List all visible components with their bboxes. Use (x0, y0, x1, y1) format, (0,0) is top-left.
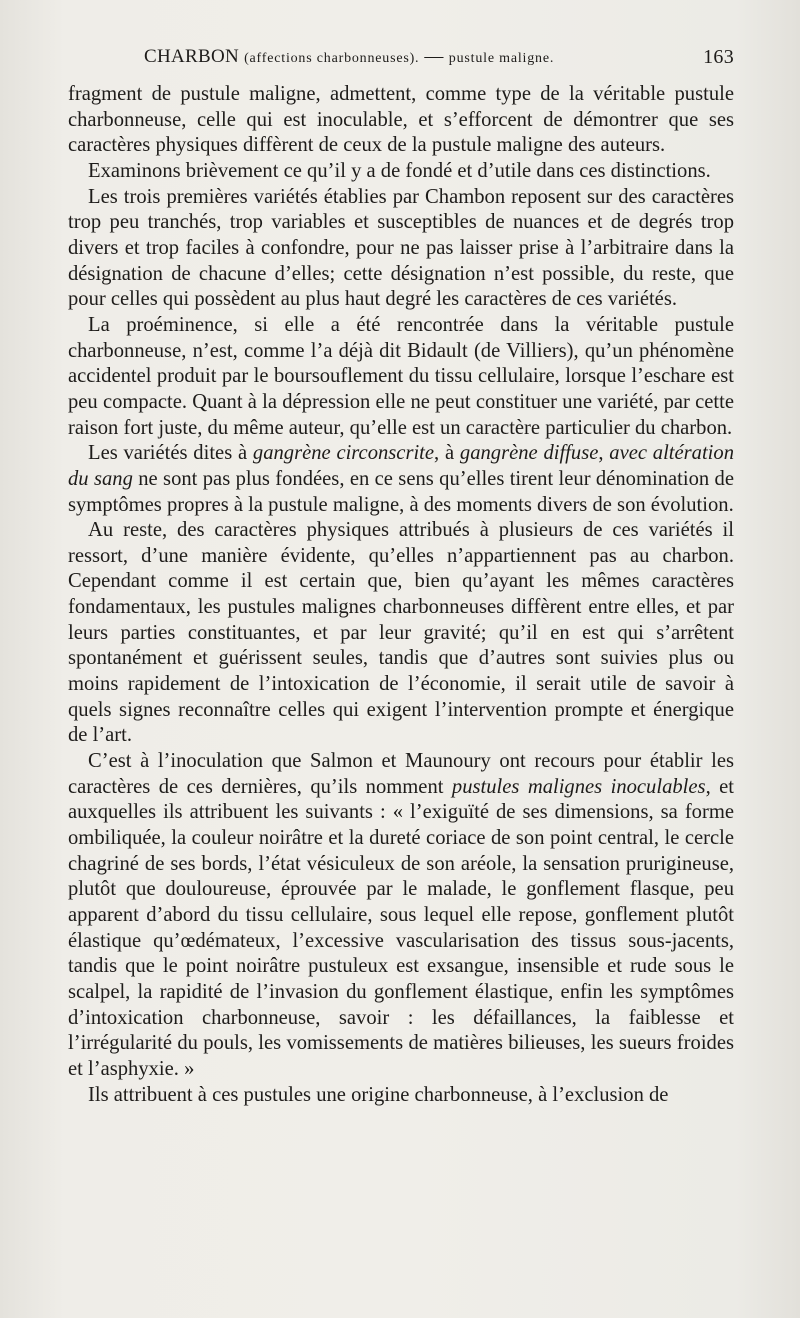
text-segment: Examinons brièvement ce qu’il y a de fondé et d’utile dans ces distinctions. (88, 159, 711, 182)
text-segment: La proéminence, si elle a été rencontrée dans la véritable pustule charbonneuse, n’est, comme l’a déjà dit Bidault (de Villiers), qu’un phénomène accidentel produit par le boursouflement du tissu cellulaire, lorsque l’eschare est peu compacte. Quant à la dépression elle ne peut constituer une variété, par cette raison fort juste, du même auteur, qu’elle est un caractère particulier du charbon. (68, 313, 734, 439)
running-title (144, 46, 554, 68)
title-main: CHARBON (144, 46, 240, 67)
text-segment: ne sont pas plus fondées, en ce sens qu’elles tirent leur dénomination de symptômes propres à la pustule maligne, à des moments divers de son évolution. (68, 467, 734, 516)
title-topic: pustule maligne. (448, 51, 555, 66)
body-text (68, 82, 734, 1108)
italic-text: pustules malignes inoculables (451, 775, 706, 798)
text-segment: Les trois premières variétés établies par Chambon reposent sur des caractères trop peu tranchés, trop variables et susceptibles de nuances et de degrés trop divers et trop faciles à confondre, pour ne pas laisser prise à l’arbitraire dans la désignation de chacune d’elles; cette désignation n’est possible, du reste, que pour celles qui possèdent au plus haut degré les caractères de ces variétés. (68, 185, 734, 311)
running-header (68, 46, 734, 76)
italic-text: avec altération du sang (68, 442, 734, 490)
paragraph (68, 518, 734, 749)
text-segment: Au reste, des caractères physiques attribués à plusieurs de ces variétés il ressort, d’une manière évidente, qu’elles n’appartiennent pas au charbon. Cependant comme il est certain que, bien qu’ayant les mêmes caractères fondamentaux, les pustules malignes charbonneuses diffèrent entre elles, et par leurs parties constituantes, et par leur gravité; qu’il en est qui s’arrêtent spontanément et guérissent seules, tandis que d’autres sont suivies plus ou moins rapidement de l’intoxication de l’économie, il serait utile de savoir à quels signes reconnaître celles qui exigent l’intervention prompte et énergique de l’art. (68, 519, 734, 747)
text-segment: Les variétés dites à (88, 442, 253, 465)
paragraph (68, 1083, 734, 1109)
paragraph (68, 185, 734, 313)
text-segment: , et auxquelles ils attribuent les suivants : « l’exiguïté de ses dimensions, sa forme ombiliquée, la couleur noirâtre et la dureté coriace de son point central, le cercle chagriné de ses bords, l’état vésiculeux de son aréole, la sensation prurigineuse, plutôt que douloureuse, éprouvée par le malade, le gonflement flasque, peu apparent d’abord du tissu cellulaire, sous lequel elle repose, gonflement plutôt élastique qu’œdémateux, l’excessive vascularisation des tissus sous-jacents, tandis que le point noirâtre pustuleux est exsangue, insensible et rude sous le scalpel, la rapidité de l’invasion du gonflement élastique, enfin les symptômes d’intoxication charbonneuse, savoir : les défaillances, la faiblesse et l’irrégularité du pouls, les vomissements de matières bilieuses, les sueurs froides et l’asphyxie. » (68, 775, 734, 1080)
title-dash: — (424, 46, 444, 67)
text-segment: Ils attribuent à ces pustules une origine charbonneuse, à l’exclusion de (88, 1083, 669, 1106)
italic-text: gangrène diffuse (459, 442, 599, 465)
text-segment: C’est à l’inoculation que Salmon et Maunoury ont recours pour établir les caractères de ces dernières, qu’ils nomment (68, 750, 734, 798)
italic-text: gangrène circonscrite (252, 442, 435, 465)
paragraph (68, 313, 734, 441)
paragraph (68, 441, 734, 518)
paragraph (68, 749, 734, 1083)
text-segment: , à (434, 442, 460, 465)
title-parenthetical: (affections charbonneuses). (244, 51, 420, 66)
page-number: 163 (703, 46, 734, 68)
paragraph (68, 82, 734, 159)
paragraph (68, 159, 734, 185)
text-segment: fragment de pustule maligne, admettent, comme type de la véritable pustule charbonneuse, celle qui est inoculable, et s’efforcent de démontrer que ses caractères physiques diffèrent de ceux de la pustule maligne des auteurs. (68, 83, 734, 157)
text-segment: , (598, 442, 610, 465)
